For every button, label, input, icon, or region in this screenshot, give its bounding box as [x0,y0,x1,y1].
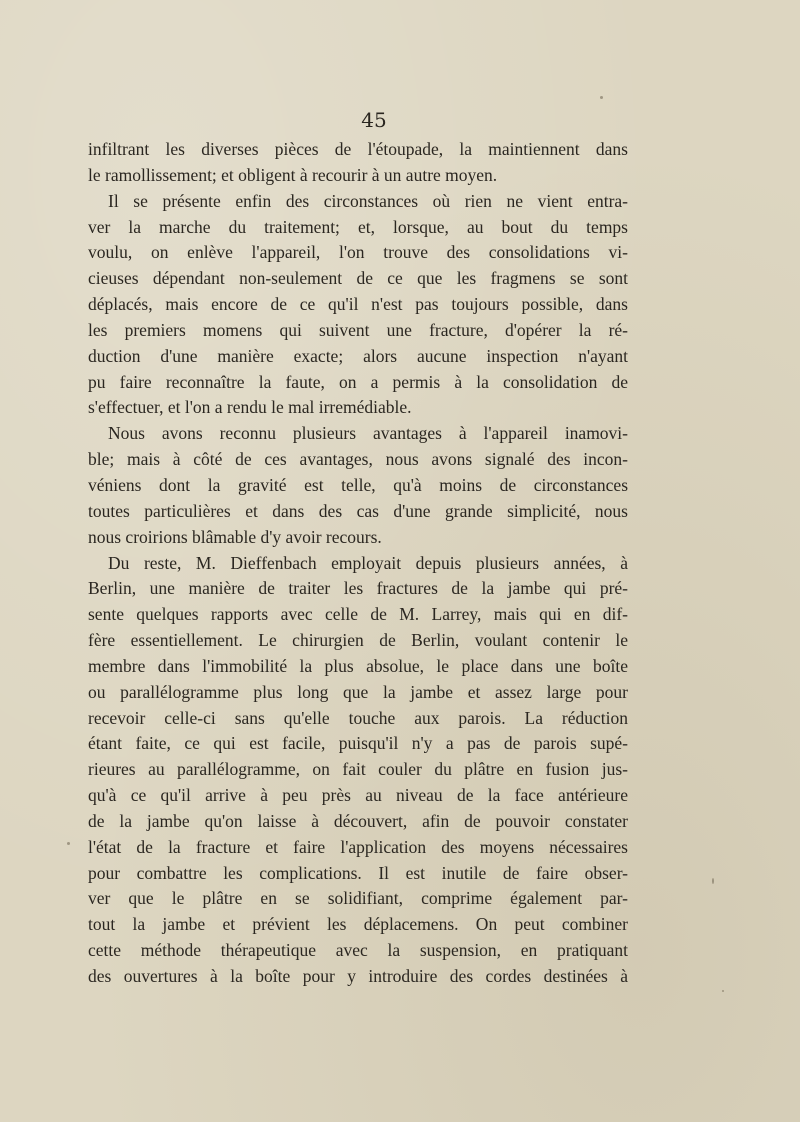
text-line: voulu, on enlève l'appareil, l'on trouve des consolidations vi- [88,242,628,263]
text-line: nous croirions blâmable d'y avoir recours. [88,526,382,547]
text-line: tout la jambe et prévient les déplacemens. On peut combiner [88,914,628,935]
text-line: sente quelques rapports avec celle de M. Larrey, mais qui en dif- [88,604,628,625]
text-line: étant faite, ce qui est facile, puisqu'il n'y a pas de parois supé- [88,733,628,754]
paper-speck [67,842,70,845]
text-line: recevoir celle-ci sans qu'elle touche aux parois. La réduction [88,707,628,728]
text-line: ou parallélogramme plus long que la jambe et assez large pour [88,681,628,702]
text-line: pour combattre les complications. Il est inutile de faire obser- [88,862,628,883]
text-line: toutes particulières et dans des cas d'une grande simplicité, nous [88,500,628,521]
text-line: de la jambe qu'on laisse à découvert, afin de pouvoir constater [88,810,628,831]
text-line: membre dans l'immobilité la plus absolue, le place dans une boîte [88,655,628,676]
paper-speck [712,878,714,884]
text-line: pu faire reconnaître la faute, on a permis à la consolidation de [88,371,628,392]
text-line: qu'à ce qu'il arrive à peu près au niveau de la face antérieure [88,785,628,806]
text-line: infiltrant les diverses pièces de l'étoupade, la maintiennent dans [88,139,628,159]
text-line: s'effectuer, et l'on a rendu le mal irremédiable. [88,397,412,418]
text-line: l'état de la fracture et faire l'application des moyens nécessaires [88,836,628,857]
text-line: déplacés, mais encore de ce qu'il n'est pas toujours possible, dans [88,294,628,315]
paper-speck [722,990,724,992]
text-line: les premiers momens qui suivent une fracture, d'opérer la ré- [88,319,628,340]
text-line: véniens dont la gravité est telle, qu'à moins de circonstances [88,474,628,495]
text-line: cette méthode thérapeutique avec la suspension, en pratiquant [88,940,628,961]
text-line: Berlin, une manière de traiter les fractures de la jambe qui pré- [88,578,628,599]
paper-speck [600,96,603,99]
text-line: fère essentiellement. Le chirurgien de Berlin, voulant contenir le [88,630,628,651]
text-line: duction d'une manière exacte; alors aucune inspection n'ayant [88,345,628,366]
body-text [88,137,628,990]
text-line: Nous avons reconnu plusieurs avantages à l'appareil inamovi- [108,423,628,444]
text-line: des ouvertures à la boîte pour y introduire des cordes destinées à [88,966,628,986]
text-line: rieures au parallélogramme, on fait couler du plâtre en fusion jus- [88,759,628,780]
text-line: ble; mais à côté de ces avantages, nous avons signalé des incon- [88,449,628,470]
text-line: cieuses dépendant non-seulement de ce que les fragmens se sont [88,268,628,289]
text-line: ver que le plâtre en se solidifiant, comprime également par- [88,888,628,909]
text-line: le ramollissement; et obligent à recourir à un autre moyen. [88,164,498,185]
text-line: Du reste, M. Dieffenbach employait depuis plusieurs années, à [108,552,628,573]
text-line: ver la marche du traitement; et, lorsque, au bout du temps [88,216,628,237]
page-number: 45 [361,108,387,132]
text-line: Il se présente enfin des circonstances où rien ne vient entra- [108,190,628,211]
